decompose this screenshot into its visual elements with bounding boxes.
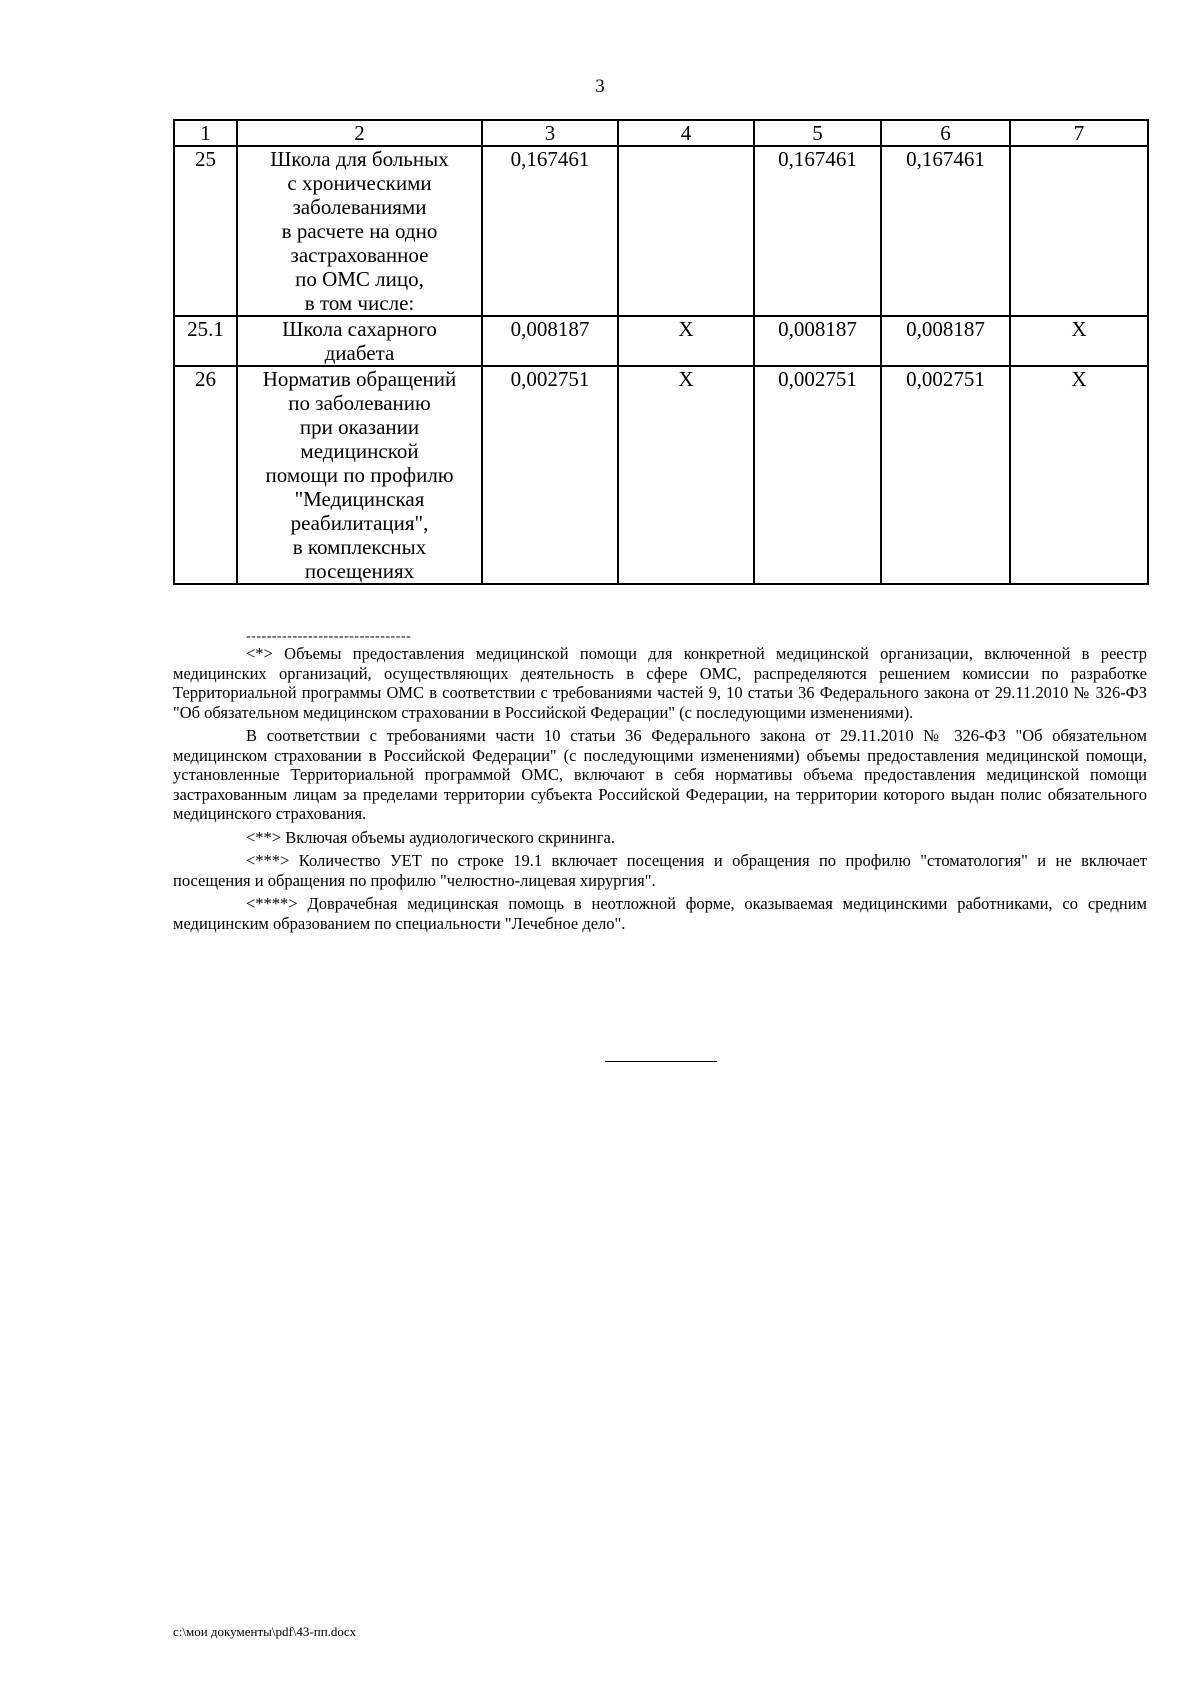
row-description [237, 146, 482, 316]
value-cell: 0,002751 [881, 366, 1010, 584]
value-cell: 0,002751 [482, 366, 618, 584]
description-line: посещениях [304, 559, 415, 583]
value-cell [618, 146, 754, 316]
footnote-3: <***> Количество УЕТ по строке 19.1 включает посещения и обращения по профилю "стоматология" и не включает посещения и обращения по профилю "челюстно-лицевая хирургия". [173, 851, 1147, 890]
end-divider [605, 1061, 717, 1062]
description-line: "Медицинская [294, 487, 425, 511]
value-cell: 0,167461 [881, 146, 1010, 316]
value-cell [1010, 146, 1148, 316]
value-cell: Х [1010, 366, 1148, 584]
value-cell: 0,167461 [482, 146, 618, 316]
description-line: реабилитация", [290, 511, 429, 535]
row-number: 26 [174, 366, 237, 584]
page-number: 3 [595, 76, 605, 97]
file-path: c:\мои документы\pdf\43-пп.docx [173, 1624, 357, 1639]
row-number: 25 [174, 146, 237, 316]
footnote-2: <**> Включая объемы аудиологического скрининга. [246, 827, 615, 847]
table-row [174, 146, 1148, 316]
description-line: диабета [324, 341, 395, 365]
header-cell: 5 [754, 120, 881, 146]
description-line: Школа для больных [270, 147, 449, 171]
value-cell: 0,008187 [881, 316, 1010, 366]
description-line: заболеваниями [292, 195, 427, 219]
value-cell: Х [618, 316, 754, 366]
description-line: Норматив обращений [262, 367, 457, 391]
row-number: 25.1 [174, 316, 237, 366]
description-line: по ОМС лицо, [295, 267, 424, 291]
header-cell: 1 [174, 120, 237, 146]
header-cell: 4 [618, 120, 754, 146]
footnotes [173, 630, 1147, 937]
description-line: застрахованное [290, 243, 429, 267]
value-cell: Х [1010, 316, 1148, 366]
description-line: помощи по профилю [265, 463, 454, 487]
row-description [237, 366, 482, 584]
table-row [174, 366, 1148, 584]
description-line: в расчете на одно [281, 219, 438, 243]
header-cell: 6 [881, 120, 1010, 146]
footnote-separator: -------------------------------- [246, 629, 412, 644]
description-line: с хроническими [287, 171, 432, 195]
footnote-4: <****> Доврачебная медицинская помощь в неотложной форме, оказываемая медицинскими работниками, со средним медицинским образованием по специальности "Лечебное дело". [173, 894, 1147, 933]
value-cell: 0,167461 [754, 146, 881, 316]
description-line: по заболеванию [288, 391, 431, 415]
header-cell: 2 [237, 120, 482, 146]
description-line: медицинской [300, 439, 419, 463]
description-line: Школа сахарного [282, 317, 437, 341]
footnote-1: <*> Объемы предоставления медицинской помощи для конкретной медицинской организации, включенной в реестр медицинских организаций, осуществляющих деятельность в сфере ОМС, распределяются решением комиссии по разработке Территориальной программы ОМС в соответствии с требованиями частей 9, 10 статьи 36 Федерального закона от 29.11.2010 № 326-ФЗ "Об обязательном медицинском страховании в Российской Федерации" (с последующими изменениями). [173, 644, 1147, 722]
data-table [173, 119, 1149, 585]
description-line: при оказании [299, 415, 420, 439]
table-header-row [174, 120, 1148, 146]
value-cell: Х [618, 366, 754, 584]
row-description [237, 316, 482, 366]
description-line: в комплексных [292, 535, 427, 559]
value-cell: 0,002751 [754, 366, 881, 584]
header-cell: 7 [1010, 120, 1148, 146]
description-line: в том числе: [304, 291, 415, 315]
header-cell: 3 [482, 120, 618, 146]
value-cell: 0,008187 [482, 316, 618, 366]
footnote-paragraph: В соответствии с требованиями части 10 статьи 36 Федерального закона от 29.11.2010 № 326-ФЗ "Об обязательном медицинском страховании в Российской Федерации" (с последующими изменениями) объемы предоставления медицинской помощи, установленные Территориальной программой ОМС, включают в себя нормативы объема предоставления медицинской помощи застрахованным лицам за пределами территории субъекта Российской Федерации, на территории которого выдан полис обязательного медицинского страхования. [173, 726, 1147, 823]
value-cell: 0,008187 [754, 316, 881, 366]
table-row [174, 316, 1148, 366]
